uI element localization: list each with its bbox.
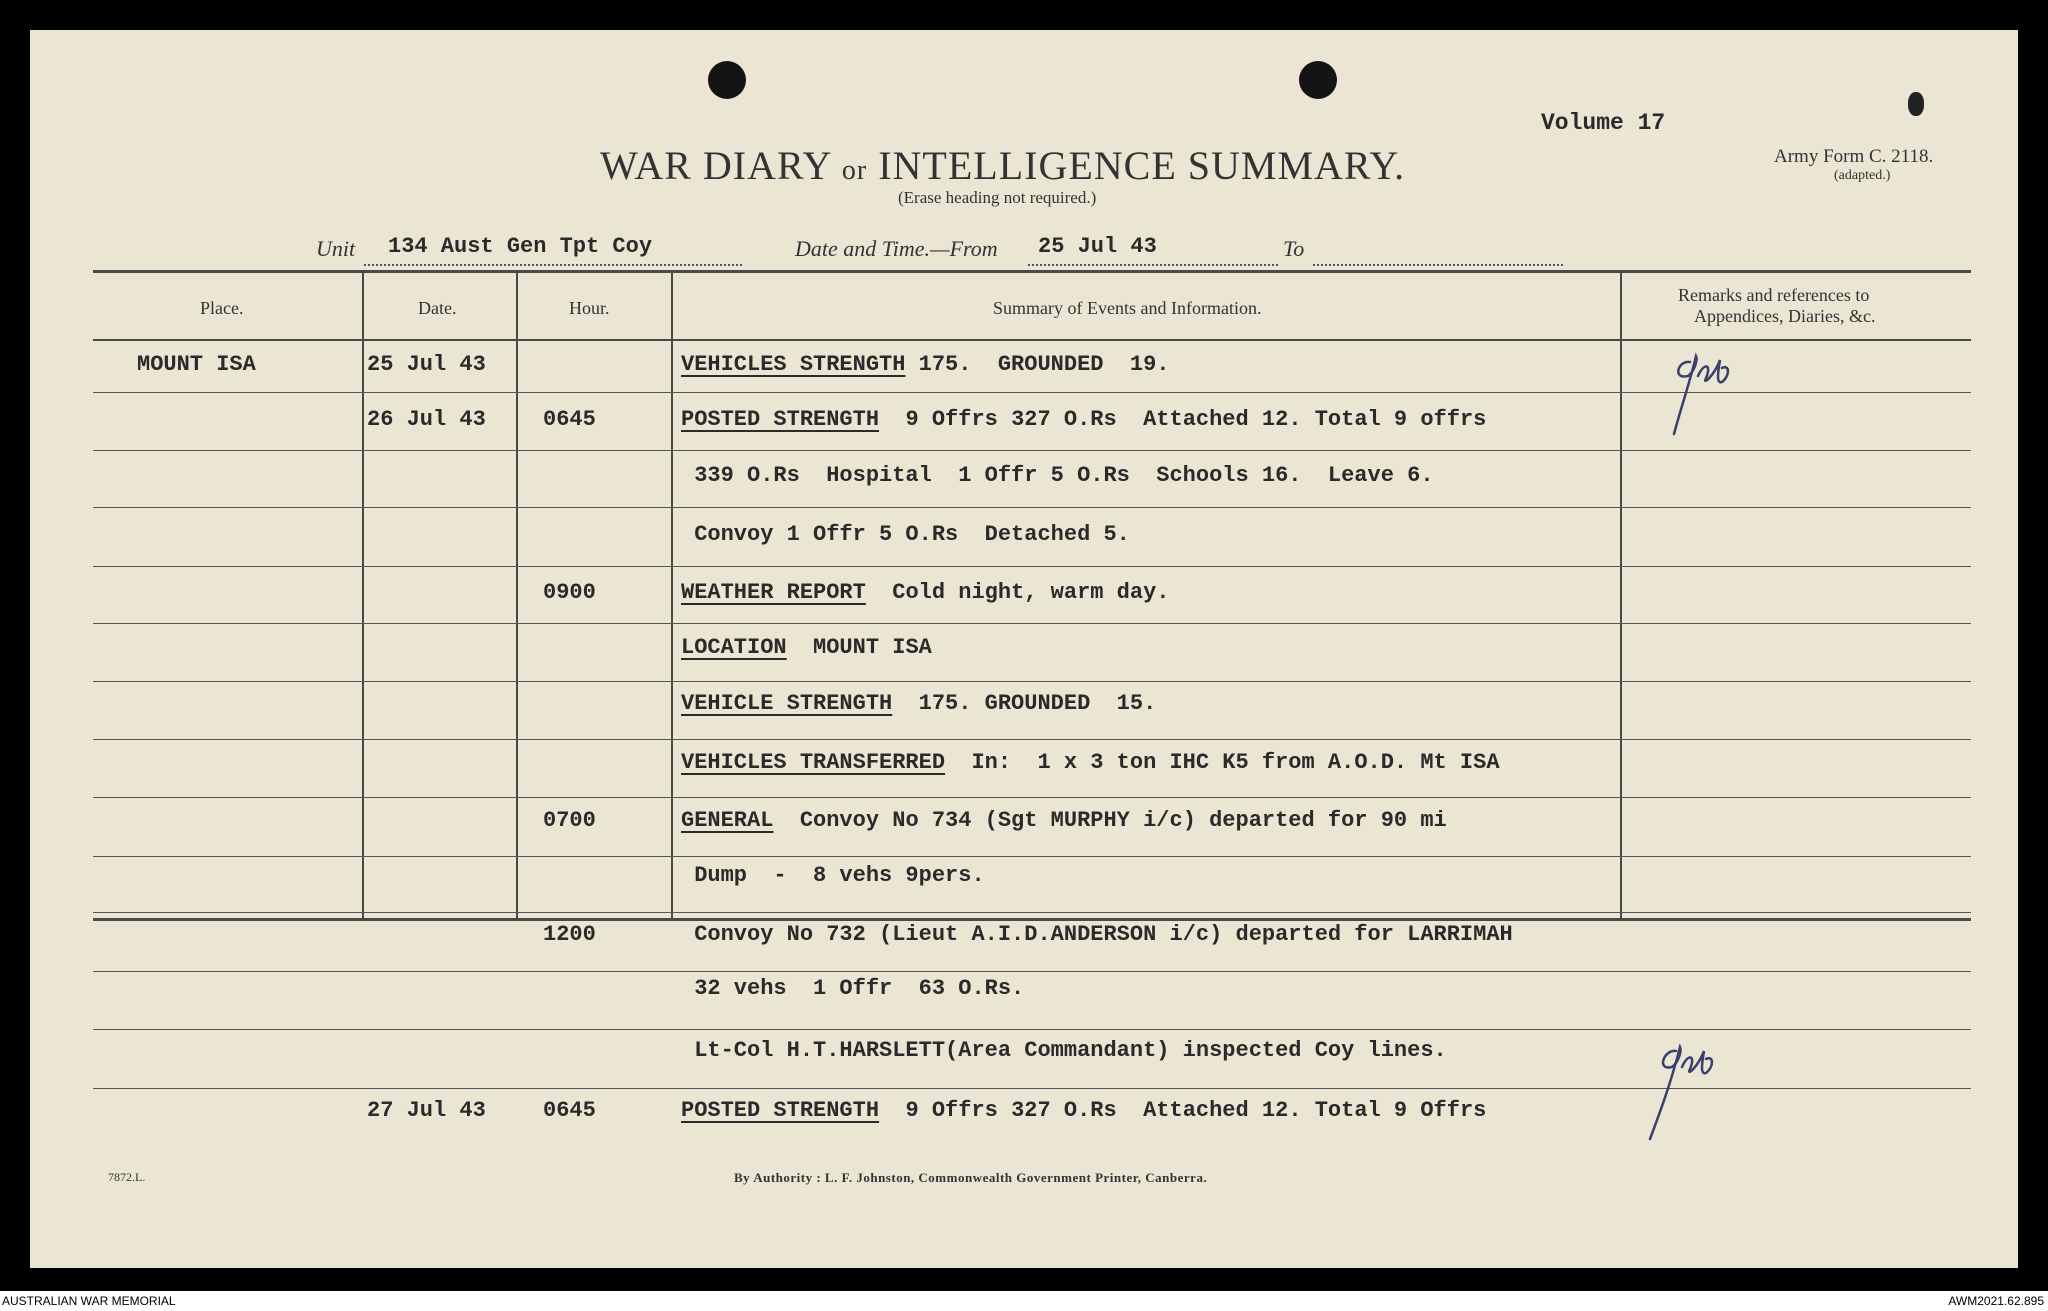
row-summary [681,691,1156,716]
table-header-rule [93,339,1971,341]
row-summary [681,863,985,888]
row-hour: 0645 [543,1098,596,1123]
row-rule [93,507,1971,508]
to-field [1313,236,1563,266]
row-summary [681,922,1513,947]
punch-hole-right [1299,61,1337,99]
row-hour: 0900 [543,580,596,605]
from-field [1028,236,1278,266]
archive-name: AUSTRALIAN WAR MEMORIAL [2,1294,176,1308]
archive-reference: AWM2021.62.895 [1948,1294,2044,1308]
row-rule [93,623,1971,624]
title-or: or [841,155,868,186]
page-title [600,142,1405,189]
volume-label: Volume 17 [1541,110,1666,136]
row-summary [681,1038,1447,1063]
to-label: To [1283,236,1305,261]
row-summary-text: 32 vehs 1 Offr 63 O.Rs. [681,976,1025,1001]
row-summary-heading: POSTED STRENGTH [681,1098,880,1123]
row-summary [681,1098,1486,1123]
unit-label: Unit [316,236,356,261]
row-rule [93,856,1971,857]
row-date: 26 Jul 43 [367,407,486,432]
row-summary-heading: VEHICLE STRENGTH [681,691,893,716]
table-row [30,863,2018,893]
row-summary [681,808,1447,833]
row-date: 27 Jul 43 [367,1098,486,1123]
erase-note: (Erase heading not required.) [898,188,1097,207]
col-header-summary: Summary of Events and Information. [993,298,1262,318]
row-rule [93,566,1971,567]
col-header-date: Date. [418,298,457,318]
row-summary-text: Dump - 8 vehs 9pers. [681,863,985,888]
row-summary [681,522,1130,547]
row-summary-heading: VEHICLES STRENGTH [681,352,906,377]
row-summary-text: In: 1 x 3 ton IHC K5 from A.O.D. Mt ISA [945,750,1500,775]
row-summary [681,750,1500,775]
row-summary-heading: POSTED STRENGTH [681,407,880,432]
row-summary-heading: GENERAL [681,808,774,833]
row-summary [681,580,1170,605]
punch-hole-left [708,61,746,99]
title-intelligence-summary: INTELLIGENCE SUMMARY. [878,143,1406,188]
row-summary-text: 175. GROUNDED 15. [892,691,1157,716]
from-value: 25 Jul 43 [1038,234,1157,259]
col-header-remarks-2: Appendices, Diaries, &c. [1694,306,1876,326]
table-row [30,580,2018,610]
row-hour: 1200 [543,922,596,947]
col-header-remarks-1: Remarks and references to [1678,285,1870,305]
table-bottom-rule [93,918,1971,921]
row-summary [681,635,932,660]
row-rule [93,971,1971,972]
table-row [30,750,2018,780]
row-rule [93,797,1971,798]
table-row [30,976,2018,1006]
table-top-rule [93,270,1971,273]
torn-hole [1908,92,1924,116]
row-hour: 0700 [543,808,596,833]
printer-authority: By Authority : L. F. Johnston, Commonwealth Government Printer, Canberra. [734,1170,1208,1185]
row-summary-text: Convoy 1 Offr 5 O.Rs Detached 5. [681,522,1130,547]
row-summary-text: Convoy No 734 (Sgt MURPHY i/c) departed for 90 mi [773,808,1447,833]
row-summary [681,463,1434,488]
row-rule [93,450,1971,451]
row-summary-text: 9 Offrs 327 O.Rs Attached 12. Total 9 Offrs [879,1098,1487,1123]
row-place: MOUNT ISA [137,352,256,377]
row-date: 25 Jul 43 [367,352,486,377]
signature-initials-icon [1660,342,1740,442]
table-row [30,522,2018,552]
col-header-place: Place. [200,298,244,318]
row-summary [681,976,1024,1001]
table-row [30,691,2018,721]
col-header-hour: Hour. [569,298,610,318]
table-row [30,808,2018,838]
diary-sheet [30,30,2018,1268]
table-row [30,463,2018,493]
row-rule [93,912,1971,913]
row-summary-heading: LOCATION [681,635,787,660]
row-summary-text: MOUNT ISA [786,635,932,660]
date-time-label: Date and Time.—From [795,236,998,261]
row-summary-text: Convoy No 732 (Lieut A.I.D.ANDERSON i/c) departed for LARRIMAH [681,922,1513,947]
row-rule [93,681,1971,682]
row-summary-text: 9 Offrs 327 O.Rs Attached 12. Total 9 offrs [879,407,1487,432]
row-hour: 0645 [543,407,596,432]
row-summary [681,352,1169,377]
title-war-diary: WAR DIARY [600,143,831,188]
row-summary-text: 175. GROUNDED 19. [905,352,1170,377]
row-summary [681,407,1486,432]
signature-initials-icon [1642,1035,1722,1145]
unit-value: 134 Aust Gen Tpt Coy [388,234,653,259]
unit-field [364,236,742,266]
army-form-adapted: (adapted.) [1834,168,1891,183]
row-summary-text: Cold night, warm day. [865,580,1170,605]
table-row [30,922,2018,952]
table-row [30,635,2018,665]
archive-strip [0,1291,2048,1311]
row-summary-text: 339 O.Rs Hospital 1 Offr 5 O.Rs Schools 16. Leave 6. [681,463,1434,488]
army-form-label: Army Form C. 2118. [1774,146,1934,167]
row-summary-heading: WEATHER REPORT [681,580,866,605]
row-summary-text: Lt-Col H.T.HARSLETT(Area Commandant) inspected Coy lines. [681,1038,1447,1063]
row-rule [93,1029,1971,1030]
row-rule [93,739,1971,740]
form-number: 7872.L. [108,1170,146,1184]
row-summary-heading: VEHICLES TRANSFERRED [681,750,946,775]
